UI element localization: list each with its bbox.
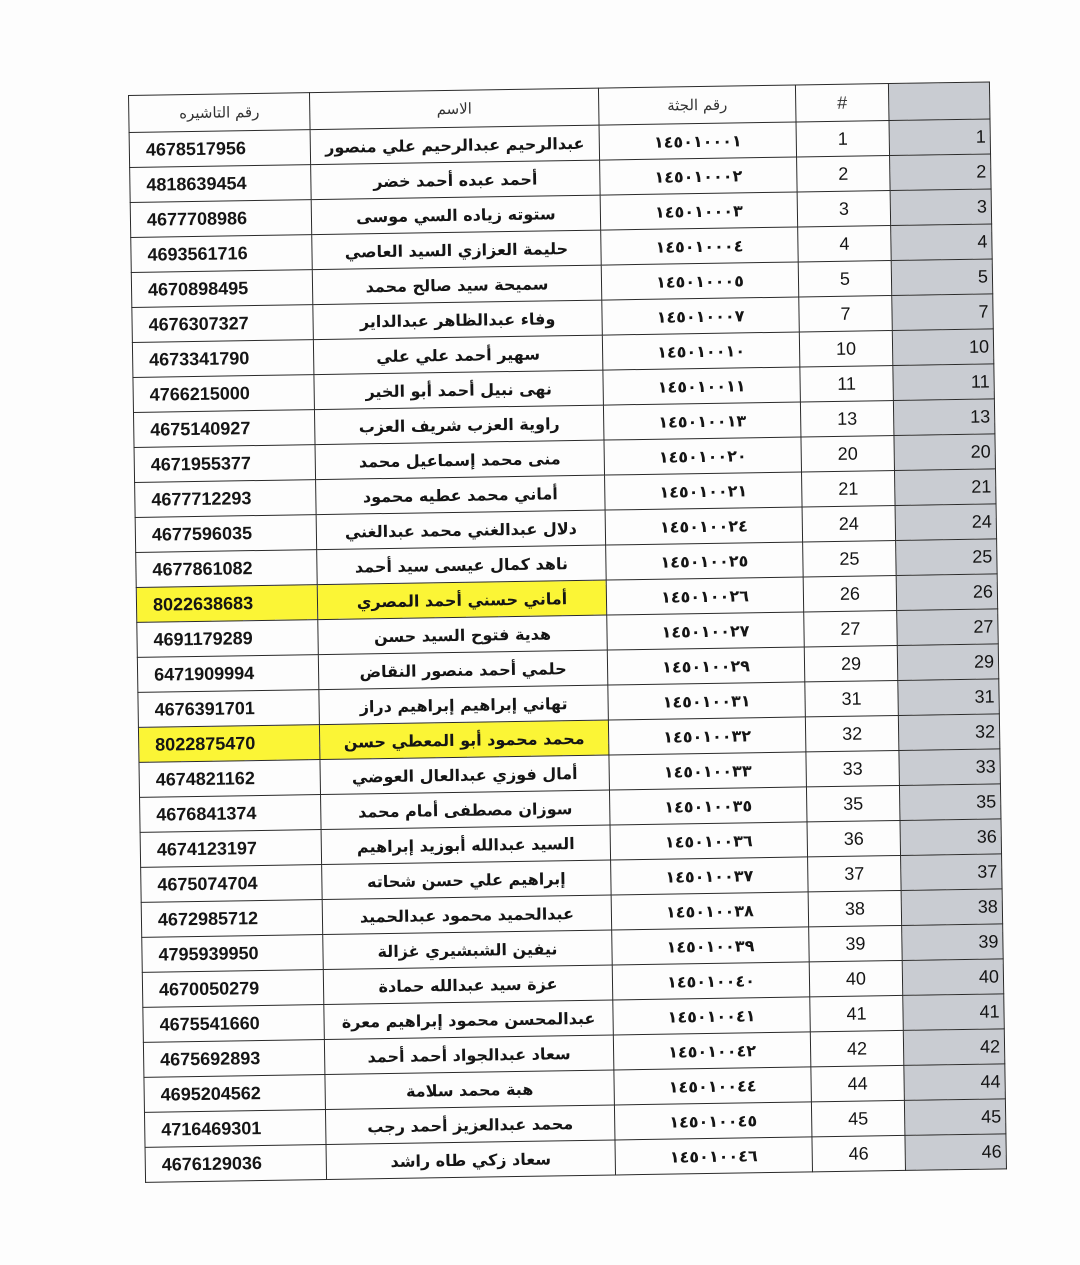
visa-number-cell: 8022638683 [136, 585, 318, 623]
passport-number-cell: ١٤٥٠١٠٠٤٤ [614, 1067, 812, 1105]
side-number-cell: 29 [897, 644, 999, 681]
side-number-cell: 40 [902, 959, 1004, 996]
side-number-cell: 13 [893, 399, 995, 436]
passport-number-cell: ١٤٥٠١٠٠٤١ [613, 997, 811, 1035]
visa-number-cell: 4678517956 [129, 130, 311, 168]
passport-number-cell: ١٤٥٠١٠٠٠٣ [600, 192, 798, 230]
row-number-cell: 1 [796, 121, 890, 157]
side-number-cell: 4 [891, 224, 993, 261]
side-number-cell: 46 [905, 1134, 1007, 1171]
name-cell: إبراهيم علي حسن شحاته [322, 860, 612, 900]
visa-number-cell: 4674123197 [140, 830, 322, 868]
name-cell: منى محمد إسماعيل محمد [315, 440, 605, 480]
row-number-cell: 13 [800, 401, 894, 437]
side-number-cell: 24 [895, 504, 997, 541]
names-table [128, 81, 1007, 1182]
row-number-cell: 41 [810, 995, 904, 1031]
visa-number-cell: 4676307327 [132, 305, 314, 343]
passport-number-cell: ١٤٥٠١٠٠٠١ [599, 122, 797, 160]
visa-number-cell: 8022875470 [138, 725, 320, 763]
row-number-cell: 7 [799, 296, 893, 332]
side-number-cell: 27 [897, 609, 999, 646]
row-number-cell: 26 [803, 575, 897, 611]
visa-number-cell: 4676391701 [138, 690, 320, 728]
passport-number-cell: ١٤٥٠١٠٠٣٥ [609, 787, 807, 825]
name-cell: وفاء عبدالظاهر عبدالداير [313, 300, 603, 340]
passport-number-cell: ١٤٥٠١٠٠٢٥ [606, 542, 804, 580]
side-number-cell: 36 [900, 819, 1002, 856]
visa-number-cell: 4675074704 [141, 865, 323, 903]
passport-number-cell: ١٤٥٠١٠٠٣١ [608, 682, 806, 720]
visa-number-cell: 4675541660 [143, 1005, 325, 1043]
visa-number-cell: 4674821162 [139, 760, 321, 798]
row-number-cell: 33 [806, 750, 900, 786]
side-number-cell: 11 [893, 364, 995, 401]
side-number-cell: 39 [902, 924, 1004, 961]
row-number-cell: 24 [802, 506, 896, 542]
side-number-cell: 35 [899, 784, 1001, 821]
visa-number-cell: 4676129036 [145, 1145, 327, 1183]
row-number-cell: 4 [798, 226, 892, 262]
passport-number-cell: ١٤٥٠١٠٠٢٠ [604, 437, 802, 475]
name-cell: أماني حسني أحمد المصري [317, 580, 607, 620]
name-cell: سهير أحمد علي علي [313, 335, 603, 375]
passport-number-cell: ١٤٥٠١٠٠٠٤ [601, 227, 799, 265]
visa-number-cell: 4675140927 [133, 410, 315, 448]
side-number-cell: 21 [894, 469, 996, 506]
row-number-cell: 25 [803, 540, 897, 576]
passport-number-cell: ١٤٥٠١٠٠١٣ [603, 402, 801, 440]
visa-number-cell: 4795939950 [142, 935, 324, 973]
header-row-number: # [795, 84, 889, 122]
visa-number-cell: 4672985712 [141, 900, 323, 938]
row-number-cell: 31 [805, 680, 899, 716]
side-number-cell: 10 [892, 329, 994, 366]
header-name: الاسم [309, 88, 599, 130]
row-number-cell: 37 [808, 855, 902, 891]
side-number-cell: 41 [903, 994, 1005, 1031]
passport-number-cell: ١٤٥٠١٠٠٢٦ [606, 577, 804, 615]
passport-number-cell: ١٤٥٠١٠٠٣٩ [612, 927, 810, 965]
side-number-cell: 5 [891, 259, 993, 296]
passport-number-cell: ١٤٥٠١٠٠٢١ [605, 472, 803, 510]
passport-number-cell: ١٤٥٠١٠٠٣٨ [611, 892, 809, 930]
passport-number-cell: ١٤٥٠١٠٠٣٢ [608, 717, 806, 755]
row-number-cell: 46 [812, 1135, 906, 1171]
row-number-cell: 42 [810, 1030, 904, 1066]
passport-number-cell: ١٤٥٠١٠٠١٠ [602, 332, 800, 370]
passport-number-cell: ١٤٥٠١٠٠٢٤ [605, 507, 803, 545]
name-cell: أمال فوزي عبدالعال العوضي [320, 755, 610, 795]
visa-number-cell: 4677708986 [130, 200, 312, 238]
side-number-cell: 42 [903, 1029, 1005, 1066]
side-number-cell: 25 [896, 539, 998, 576]
header-passport-number: رقم الجثة [598, 85, 796, 125]
name-cell: ناهد كمال عيسى سيد أحمد [317, 545, 607, 585]
side-number-cell: 7 [892, 294, 994, 331]
visa-number-cell: 4766215000 [133, 375, 315, 413]
side-number-cell: 45 [904, 1099, 1006, 1136]
row-number-cell: 29 [804, 645, 898, 681]
name-cell: سعاد عبدالجواد أحمد أحمد [324, 1035, 614, 1075]
passport-number-cell: ١٤٥٠١٠٠٢٧ [607, 612, 805, 650]
passport-number-cell: ١٤٥٠١٠٠٢٩ [607, 647, 805, 685]
name-cell: حلمي أحمد منصور النقاض [318, 650, 608, 690]
name-cell: حليمة العزازي السيد العاصي [312, 230, 602, 270]
name-cell: نيفين الشبشيري غزالة [323, 930, 613, 970]
visa-number-cell: 4818639454 [130, 165, 312, 203]
name-cell: نهى نبيل أحمد أبو الخير [314, 370, 604, 410]
side-number-cell: 1 [889, 119, 991, 156]
scanned-sheet [128, 81, 1007, 1182]
name-cell: سوزان مصطفى أمام محمد [321, 790, 611, 830]
passport-number-cell: ١٤٥٠١٠٠٣٣ [609, 752, 807, 790]
row-number-cell: 5 [798, 261, 892, 297]
name-cell: سعاد زكي طاه راشد [326, 1140, 616, 1180]
name-cell: عبدالرحيم عبدالرحيم علي منصور [310, 125, 600, 165]
visa-number-cell: 4716469301 [144, 1110, 326, 1148]
visa-number-cell: 4675692893 [143, 1040, 325, 1078]
name-cell: ستوته زياده السي موسى [311, 195, 601, 235]
name-cell: هدية فتوح السيد حسن [318, 615, 608, 655]
row-number-cell: 21 [802, 471, 896, 507]
name-cell: هبة محمد سلامة [325, 1070, 615, 1110]
name-cell: محمد محمود أبو المعطي حسن [319, 720, 609, 760]
row-number-cell: 27 [804, 610, 898, 646]
passport-number-cell: ١٤٥٠١٠٠٤٥ [614, 1102, 812, 1140]
name-cell: تهاني إبراهيم إبراهيم دراز [319, 685, 609, 725]
row-number-cell: 38 [808, 890, 902, 926]
row-number-cell: 3 [797, 191, 891, 227]
name-cell: راوية العزب شريف العزب [314, 405, 604, 445]
row-number-cell: 10 [799, 331, 893, 367]
side-number-cell: 33 [899, 749, 1001, 786]
row-number-cell: 2 [797, 156, 891, 192]
name-cell: سميحة سيد صالح محمد [312, 265, 602, 305]
visa-number-cell: 4693561716 [131, 235, 313, 273]
side-number-cell: 44 [904, 1064, 1006, 1101]
row-number-cell: 44 [811, 1065, 905, 1101]
row-number-cell: 35 [806, 785, 900, 821]
passport-number-cell: ١٤٥٠١٠٠٤٢ [613, 1032, 811, 1070]
side-number-cell: 2 [890, 154, 992, 191]
passport-number-cell: ١٤٥٠١٠٠٣٦ [610, 822, 808, 860]
visa-number-cell: 4691179289 [137, 620, 319, 658]
visa-number-cell: 4695204562 [144, 1075, 326, 1113]
header-side-column [888, 82, 990, 121]
table-body [129, 119, 1006, 1182]
visa-number-cell: 4677712293 [135, 480, 317, 518]
row-number-cell: 36 [807, 820, 901, 856]
visa-number-cell: 4677861082 [136, 550, 318, 588]
name-cell: أحمد عبده أحمد خضر [311, 160, 601, 200]
visa-number-cell: 4670898495 [131, 270, 313, 308]
name-cell: السيد عبدالله أبوزيد إبراهيم [321, 825, 611, 865]
passport-number-cell: ١٤٥٠١٠٠٠٧ [602, 297, 800, 335]
row-number-cell: 39 [809, 925, 903, 961]
passport-number-cell: ١٤٥٠١٠٠٤٠ [612, 962, 810, 1000]
visa-number-cell: 4676841374 [140, 795, 322, 833]
row-number-cell: 45 [811, 1100, 905, 1136]
name-cell: عبدالحميد محمود عبدالحميد [322, 895, 612, 935]
name-cell: محمد عبدالعزيز أحمد رجب [325, 1105, 615, 1145]
name-cell: أماني محمد عطيه محمود [316, 475, 606, 515]
visa-number-cell: 4670050279 [142, 970, 324, 1008]
side-number-cell: 20 [894, 434, 996, 471]
side-number-cell: 32 [898, 714, 1000, 751]
side-number-cell: 38 [901, 889, 1003, 926]
row-number-cell: 20 [801, 436, 895, 472]
row-number-cell: 40 [809, 960, 903, 996]
side-number-cell: 3 [890, 189, 992, 226]
side-number-cell: 26 [896, 574, 998, 611]
passport-number-cell: ١٤٥٠١٠٠٣٧ [611, 857, 809, 895]
row-number-cell: 32 [805, 715, 899, 751]
passport-number-cell: ١٤٥٠١٠٠٠٢ [600, 157, 798, 195]
visa-number-cell: 4673341790 [132, 340, 314, 378]
visa-number-cell: 6471909994 [137, 655, 319, 693]
passport-number-cell: ١٤٥٠١٠٠١١ [603, 367, 801, 405]
row-number-cell: 11 [800, 366, 894, 402]
name-cell: دلال عبدالغني محمد عبدالغني [316, 510, 606, 550]
visa-number-cell: 4671955377 [134, 445, 316, 483]
header-visa-number: رقم التاشيره [129, 93, 311, 133]
side-number-cell: 31 [898, 679, 1000, 716]
name-cell: عزة سيد عبدالله حمادة [323, 965, 613, 1005]
side-number-cell: 37 [901, 854, 1003, 891]
passport-number-cell: ١٤٥٠١٠٠٠٥ [601, 262, 799, 300]
visa-number-cell: 4677596035 [135, 515, 317, 553]
name-cell: عبدالمحسن محمود إبراهيم معرة [324, 1000, 614, 1040]
passport-number-cell: ١٤٥٠١٠٠٤٦ [615, 1137, 813, 1175]
